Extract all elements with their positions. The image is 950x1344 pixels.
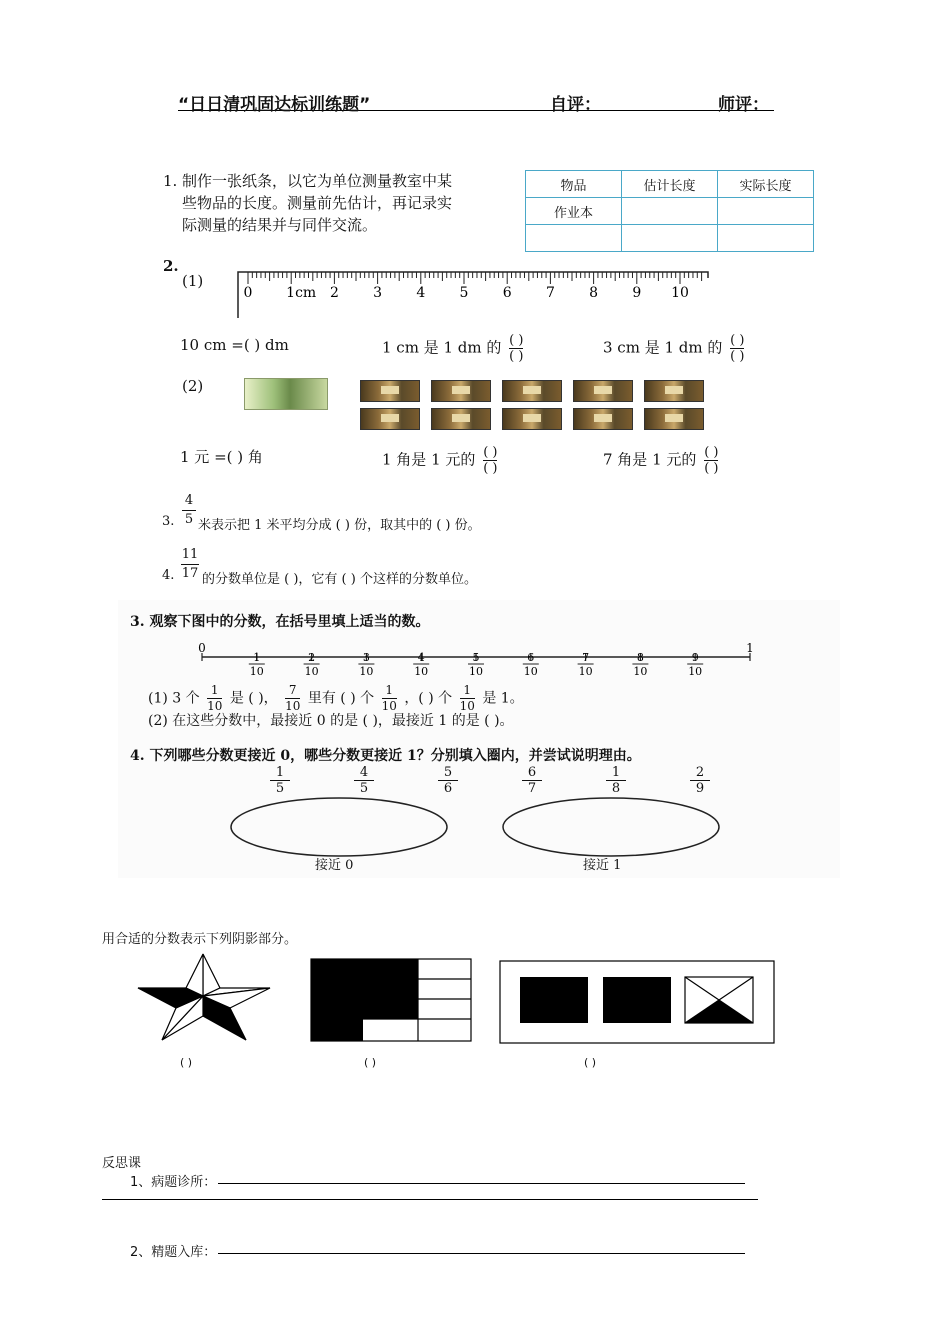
nl-frac-den: 10 xyxy=(688,665,703,678)
ruler-label: 4 xyxy=(416,285,426,301)
fraction xyxy=(686,766,714,795)
frac-bar xyxy=(182,510,196,511)
q4a-text: 的分数单位是 ( )，它有 ( ) 个这样的分数单位。 xyxy=(202,572,477,587)
ruler-label: 9 xyxy=(632,285,642,301)
number-line-ticks xyxy=(202,651,750,678)
answer-line[interactable] xyxy=(218,1183,745,1184)
answer-blank-2[interactable]: ( ) xyxy=(364,1056,377,1069)
fraction-blank xyxy=(483,446,497,475)
frac-den: 10 xyxy=(285,699,301,713)
fraction xyxy=(207,684,222,713)
nl-frac-num: 9 xyxy=(691,651,699,664)
ruler-label: 6 xyxy=(502,285,512,301)
nl-frac-den: 10 xyxy=(249,665,264,678)
ruler-image xyxy=(236,268,712,320)
frac-num: 1 xyxy=(463,683,472,697)
jiao-banknote xyxy=(644,408,704,430)
fraction-blank xyxy=(730,334,744,363)
ruler-label: 5 xyxy=(459,285,469,301)
reflection-item-2: 2、精题入库： xyxy=(130,1245,217,1260)
ovals xyxy=(228,796,728,860)
frac-num: 4 xyxy=(184,493,194,508)
q1-number: 1. xyxy=(163,172,178,190)
eq-1cm xyxy=(382,334,526,363)
nl-frac-num: 8 xyxy=(636,651,644,664)
table-header: 估计长度 xyxy=(622,171,718,198)
q4a-fraction xyxy=(181,548,199,581)
fraction-blank xyxy=(509,334,523,363)
reflection-title: 反思课 xyxy=(102,1156,142,1171)
frac-num: 1 xyxy=(210,683,219,697)
nl-frac-den: 10 xyxy=(523,665,538,678)
frac-num: 1 xyxy=(611,765,621,780)
frac-num: 2 xyxy=(695,765,705,780)
fraction xyxy=(518,766,546,795)
q3b-text: 里有 ( ) 个 xyxy=(307,690,375,707)
answer-blank-1[interactable]: ( ) xyxy=(180,1056,193,1069)
q3b-text: ，( ) 个 xyxy=(404,690,453,707)
q2-number: 2. xyxy=(163,257,179,275)
q2-part2-label: (2) xyxy=(182,377,204,395)
nl-frac-den: 10 xyxy=(578,665,593,678)
eq-7jiao xyxy=(603,446,721,475)
eq-yuan-jiao: 1 元 =( ) 角 xyxy=(180,448,263,466)
jiao-banknote xyxy=(431,408,491,430)
eq-3cm xyxy=(603,334,747,363)
near-one-oval[interactable] xyxy=(503,798,719,856)
nl-frac-num: 6 xyxy=(527,651,535,664)
eq-7jiao-text: 7 角是 1 元的 xyxy=(603,450,697,469)
frac-den: 17 xyxy=(181,566,199,581)
ruler-label: 3 xyxy=(373,285,383,301)
q4a-number: 4. xyxy=(162,568,175,583)
fraction xyxy=(382,684,397,713)
frac-num: 1 xyxy=(275,765,285,780)
jiao-banknote xyxy=(360,380,420,402)
fraction xyxy=(602,766,630,795)
nl-frac-num: 1 xyxy=(253,651,261,664)
frac-num: 4 xyxy=(359,765,369,780)
answer-blank-3[interactable]: ( ) xyxy=(584,1056,597,1069)
table-cell[interactable] xyxy=(622,225,718,252)
frac-num: 6 xyxy=(527,765,537,780)
table-cell[interactable] xyxy=(718,225,814,252)
ruler-label: 7 xyxy=(545,285,555,301)
frac-den: 9 xyxy=(695,781,705,796)
frac-den: 10 xyxy=(207,699,223,713)
frac-den[interactable]: ( ) xyxy=(704,461,719,476)
q1-line: 际测量的结果并与同伴交流。 xyxy=(182,216,378,234)
near-zero-label: 接近 0 xyxy=(315,858,354,873)
eq-1jiao-text: 1 角是 1 元的 xyxy=(382,450,476,469)
q3a-number: 3. xyxy=(162,514,175,529)
nl-label-1: 1 xyxy=(746,641,754,655)
jiao-banknote xyxy=(573,408,633,430)
frac-num: 1 xyxy=(385,683,394,697)
frac-num: 7 xyxy=(288,683,297,697)
q3b-text: (1) 3 个 xyxy=(148,690,200,707)
ruler-ticks xyxy=(248,272,702,284)
q3b-line2: (2) 在这些分数中，最接近 0 的是 ( )，最接近 1 的是 ( )。 xyxy=(148,713,514,729)
ruler-label: 1cm xyxy=(286,285,317,301)
nl-frac-num: 4 xyxy=(417,651,425,664)
eq-1cm-text: 1 cm 是 1 dm 的 xyxy=(382,338,502,357)
q4b-title: 4. 下列哪些分数更接近 0，哪些分数更接近 1？分别填入圈内，并尝试说明理由。 xyxy=(130,748,641,764)
frac-den: 5 xyxy=(359,781,369,796)
nl-frac-den: 10 xyxy=(414,665,429,678)
nl-frac-num: 2 xyxy=(308,651,316,664)
eq-10cm: 10 cm =( ) dm xyxy=(180,336,289,354)
nl-frac-den: 10 xyxy=(359,665,374,678)
jiao-banknote xyxy=(644,380,704,402)
jiao-banknote xyxy=(360,408,420,430)
answer-line[interactable] xyxy=(218,1253,745,1254)
q1-line: 制作一张纸条，以它为单位测量教室中某 xyxy=(182,172,453,190)
nl-frac-num: 3 xyxy=(362,651,370,664)
squares-figure xyxy=(499,960,775,1044)
ruler-label: 10 xyxy=(671,285,689,301)
number-line xyxy=(190,640,760,680)
frac-den: 5 xyxy=(275,781,285,796)
jiao-banknote xyxy=(502,408,562,430)
worksheet-title: “日日清巩固达标训练题” xyxy=(178,95,371,115)
table-header: 物品 xyxy=(526,171,622,198)
fraction xyxy=(266,766,294,795)
eq-3cm-text: 3 cm 是 1 dm 的 xyxy=(603,338,723,357)
near-zero-oval[interactable] xyxy=(231,798,447,856)
nl-frac-num: 5 xyxy=(472,651,480,664)
frac-bar xyxy=(181,564,199,565)
frac-den[interactable]: ( ) xyxy=(730,349,745,364)
table-cell[interactable] xyxy=(526,225,622,252)
frac-den: 5 xyxy=(184,512,194,527)
table-cell[interactable] xyxy=(622,198,718,225)
fraction xyxy=(285,684,300,713)
nl-label-0: 0 xyxy=(198,641,206,655)
reflection-item-1: 1、病题诊所： xyxy=(130,1175,217,1190)
nl-frac-num: 7 xyxy=(582,651,590,664)
eq-1jiao xyxy=(382,446,500,475)
jiao-banknote xyxy=(431,380,491,402)
frac-den[interactable]: ( ) xyxy=(483,461,498,476)
frac-den: 10 xyxy=(381,699,397,713)
jiao-banknote xyxy=(502,380,562,402)
frac-num: 11 xyxy=(181,547,199,562)
q3a-fraction xyxy=(182,494,196,527)
page-header xyxy=(178,90,774,115)
frac-num[interactable]: ( ) xyxy=(509,333,524,348)
frac-den: 10 xyxy=(459,699,475,713)
frac-den: 6 xyxy=(443,781,453,796)
table-cell[interactable] xyxy=(718,198,814,225)
q3b-title: 3. 观察下图中的分数，在括号里填上适当的数。 xyxy=(130,614,430,630)
measurement-table xyxy=(525,170,814,252)
frac-num: 5 xyxy=(443,765,453,780)
nl-frac-den: 10 xyxy=(469,665,483,678)
frac-den: 7 xyxy=(527,781,537,796)
star-figure xyxy=(136,952,272,1042)
fraction-blank xyxy=(704,446,718,475)
shading-title: 用合适的分数表示下列阴影部分。 xyxy=(102,932,298,947)
fraction xyxy=(434,766,462,795)
ruler-label: 2 xyxy=(329,285,339,301)
frac-num[interactable]: ( ) xyxy=(483,445,498,460)
self-eval-label: 自评： xyxy=(550,95,601,115)
shaded-square xyxy=(603,977,671,1023)
table-header: 实际长度 xyxy=(718,171,814,198)
nl-frac-den: 10 xyxy=(304,665,319,678)
one-yuan-banknote xyxy=(244,378,328,410)
q3b-text: 是 ( )， xyxy=(229,690,278,707)
nl-frac-den: 10 xyxy=(633,665,648,678)
q1-line: 些物品的长度。测量前先估计，再记录实 xyxy=(182,194,453,212)
q3b-line1 xyxy=(148,684,524,713)
shaded-square xyxy=(520,977,588,1023)
frac-den[interactable]: ( ) xyxy=(509,349,524,364)
ruler-label: 8 xyxy=(589,285,599,301)
frac-den: 8 xyxy=(611,781,621,796)
q1-text xyxy=(182,170,522,236)
teacher-eval-label: 师评： xyxy=(718,95,769,115)
frac-num[interactable]: ( ) xyxy=(730,333,745,348)
table-cell: 作业本 xyxy=(526,198,622,225)
near-one-label: 接近 1 xyxy=(583,858,622,873)
rectangle-figure xyxy=(310,958,472,1042)
q2-part1-label: (1) xyxy=(182,272,204,290)
answer-line[interactable] xyxy=(102,1199,758,1200)
q3b-text: 是 1。 xyxy=(482,690,524,707)
ruler-label: 0 xyxy=(243,285,253,301)
fraction xyxy=(460,684,475,713)
jiao-banknote xyxy=(573,380,633,402)
ruler-labels xyxy=(244,285,689,301)
fraction xyxy=(350,766,378,795)
q3a-text: 米表示把 1 米平均分成 ( ) 份，取其中的 ( ) 份。 xyxy=(198,518,481,533)
frac-num[interactable]: ( ) xyxy=(704,445,719,460)
